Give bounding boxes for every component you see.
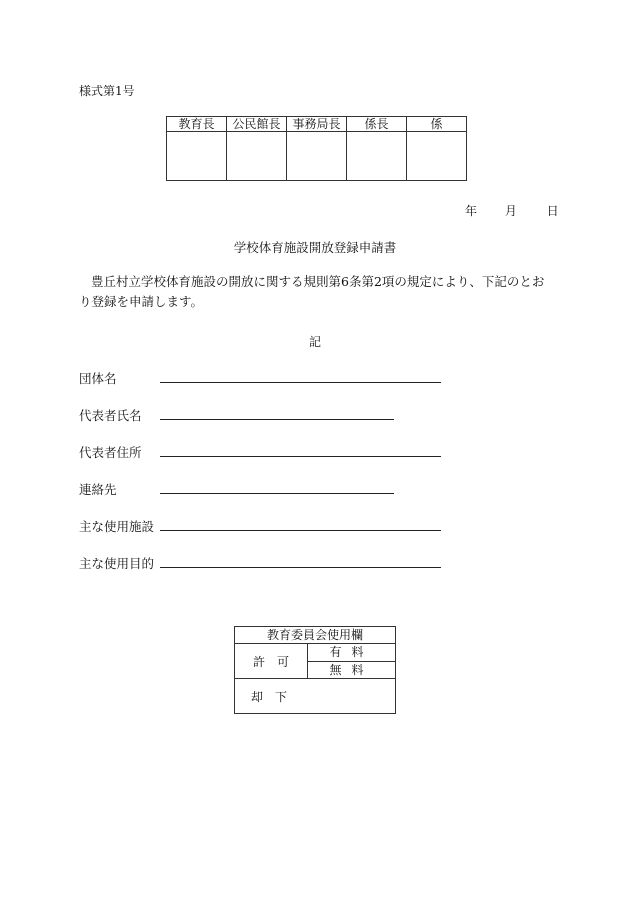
approval-seal-table xyxy=(166,116,467,181)
date-line xyxy=(465,202,559,219)
document-title: 学校体育施設開放登録申請書 xyxy=(233,240,397,255)
main-facility-input-line[interactable] xyxy=(160,530,441,531)
contact-input-line[interactable] xyxy=(160,493,394,494)
approval-seal-cell[interactable] xyxy=(407,132,467,181)
approval-header-chief: 係長 xyxy=(347,117,407,132)
approval-seal-cell[interactable] xyxy=(167,132,227,181)
ki-heading: 記 xyxy=(308,335,321,349)
approval-header-superintendent: 教育長 xyxy=(167,117,227,132)
form-number: 様式第1号 xyxy=(79,84,135,98)
permit-label: 許 可 xyxy=(235,644,308,679)
date-month: 月 xyxy=(504,204,517,218)
field-label-representative-address: 代表者住所 xyxy=(79,445,142,460)
approval-header-hall-director: 公民館長 xyxy=(227,117,287,132)
group-name-input-line[interactable] xyxy=(160,382,441,383)
approval-seal-cell[interactable] xyxy=(287,132,347,181)
approval-seal-cell[interactable] xyxy=(227,132,287,181)
free-option[interactable]: 無料 xyxy=(308,661,396,679)
representative-address-input-line[interactable] xyxy=(160,456,441,457)
main-purpose-input-line[interactable] xyxy=(160,567,441,568)
paid-option[interactable]: 有料 xyxy=(308,644,396,662)
approval-header-office-director: 事務局長 xyxy=(287,117,347,132)
date-year: 年 xyxy=(465,204,478,218)
field-label-representative-name: 代表者氏名 xyxy=(79,408,142,423)
reject-label: 却下 xyxy=(235,679,396,714)
field-label-main-purpose: 主な使用目的 xyxy=(79,556,155,571)
field-label-main-facility: 主な使用施設 xyxy=(79,519,155,534)
date-day: 日 xyxy=(546,204,559,218)
approval-seal-cell[interactable] xyxy=(347,132,407,181)
representative-name-input-line[interactable] xyxy=(160,419,394,420)
application-statement: 豊丘村立学校体育施設の開放に関する規則第6条第2項の規定により、下記のとおり登録を申請します。 xyxy=(79,274,545,309)
approval-header-staff: 係 xyxy=(407,117,467,132)
field-label-contact: 連絡先 xyxy=(79,482,117,497)
field-label-group-name: 団体名 xyxy=(79,371,117,386)
office-use-title: 教育委員会使用欄 xyxy=(235,627,396,644)
office-use-table xyxy=(234,626,396,714)
